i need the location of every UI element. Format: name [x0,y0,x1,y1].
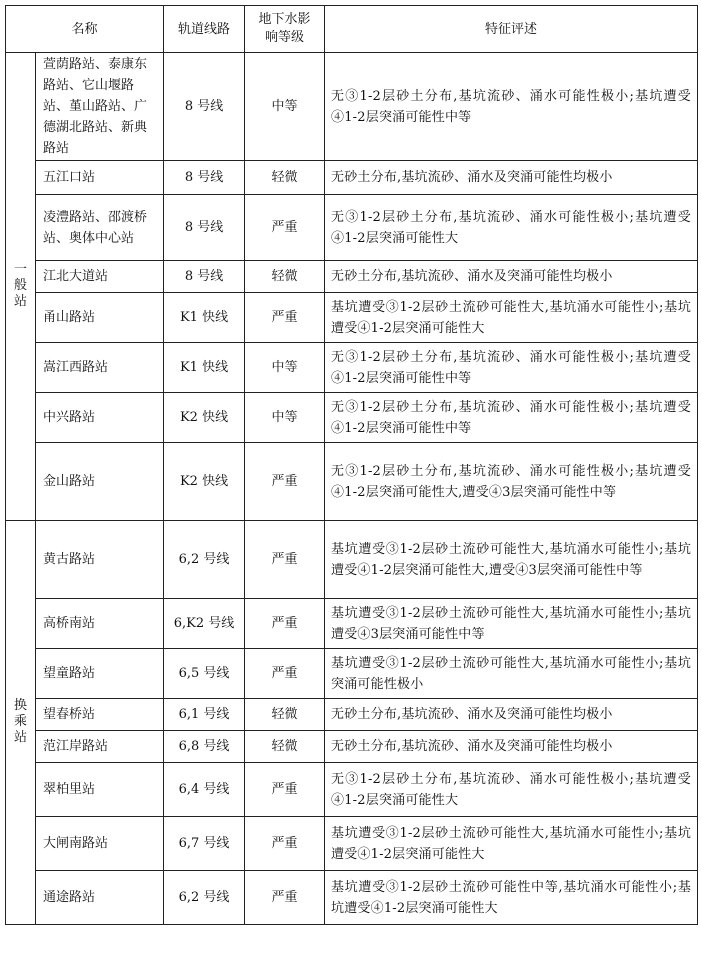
station-name: 大闸南路站 [36,817,164,871]
feature-cell: 无砂土分布,基坑流砂、涌水及突涌可能性均极小 [325,731,698,763]
group-general: 一般站 [6,53,36,521]
table-row [6,699,698,731]
feature-cell: 基坑遭受③1-2层砂土流砂可能性大,基坑涌水可能性小;基坑遭受④1-2层突涌可能性大 [325,817,698,871]
feature-cell: 无砂土分布,基坑流砂、涌水及突涌可能性均极小 [325,261,698,293]
station-name: 江北大道站 [36,261,164,293]
impact-cell: 轻微 [245,161,325,195]
station-name: 金山路站 [36,443,164,521]
header-feature: 特征评述 [325,6,698,53]
table-row [6,161,698,195]
impact-cell: 中等 [245,53,325,161]
table-row [6,443,698,521]
impact-cell: 中等 [245,393,325,443]
line-cell: 8 号线 [164,161,245,195]
line-cell: 6,5 号线 [164,649,245,699]
table-row [6,763,698,817]
line-cell: 6,1 号线 [164,699,245,731]
impact-cell: 中等 [245,343,325,393]
table-row [6,195,698,261]
table-row [6,293,698,343]
station-name: 范江岸路站 [36,731,164,763]
table-row [6,521,698,599]
table-row [6,731,698,763]
line-cell: K2 快线 [164,443,245,521]
line-cell: K2 快线 [164,393,245,443]
station-name: 望童路站 [36,649,164,699]
feature-cell: 无③1-2层砂土分布,基坑流砂、涌水可能性极小;基坑遭受④1-2层突涌可能性大 [325,763,698,817]
feature-cell: 无③1-2层砂土分布,基坑流砂、涌水可能性极小;基坑遭受④1-2层突涌可能性大,遭受④3层突涌可能性中等 [325,443,698,521]
impact-cell: 严重 [245,763,325,817]
header-impact: 地下水影响等级 [245,6,325,53]
feature-cell: 基坑遭受③1-2层砂土流砂可能性中等,基坑涌水可能性小;基坑遭受④1-2层突涌可能性大 [325,871,698,925]
station-name: 凌澧路站、邵渡桥站、奥体中心站 [36,195,164,261]
header-name: 名称 [6,6,164,53]
feature-cell: 基坑遭受③1-2层砂土流砂可能性大,基坑涌水可能性小;基坑突涌可能性极小 [325,649,698,699]
line-cell: 6,7 号线 [164,817,245,871]
feature-cell: 基坑遭受③1-2层砂土流砂可能性大,基坑涌水可能性小;基坑遭受④3层突涌可能性中等 [325,599,698,649]
feature-cell: 无③1-2层砂土分布,基坑流砂、涌水可能性极小;基坑遭受④1-2层突涌可能性中等 [325,343,698,393]
feature-cell: 无砂土分布,基坑流砂、涌水及突涌可能性均极小 [325,699,698,731]
feature-cell: 基坑遭受③1-2层砂土流砂可能性大,基坑涌水可能性小;基坑遭受④1-2层突涌可能性大 [325,293,698,343]
impact-cell: 严重 [245,293,325,343]
line-cell: 8 号线 [164,53,245,161]
impact-cell: 轻微 [245,699,325,731]
impact-cell: 轻微 [245,261,325,293]
header-row [6,6,698,53]
impact-cell: 严重 [245,599,325,649]
table-row [6,599,698,649]
line-cell: 6,2 号线 [164,521,245,599]
table-row [6,261,698,293]
station-name: 中兴路站 [36,393,164,443]
table-row [6,53,698,161]
station-groundwater-table [5,5,698,925]
station-name: 五江口站 [36,161,164,195]
line-cell: K1 快线 [164,293,245,343]
station-name: 望春桥站 [36,699,164,731]
header-line: 轨道线路 [164,6,245,53]
feature-cell: 无③1-2层砂土分布,基坑流砂、涌水可能性极小;基坑遭受④1-2层突涌可能性中等 [325,393,698,443]
station-name: 甬山路站 [36,293,164,343]
table-row [6,817,698,871]
station-name: 通途路站 [36,871,164,925]
line-cell: K1 快线 [164,343,245,393]
impact-cell: 严重 [245,195,325,261]
table-row [6,871,698,925]
impact-cell: 轻微 [245,731,325,763]
impact-cell: 严重 [245,521,325,599]
table-row [6,393,698,443]
line-cell: 8 号线 [164,195,245,261]
line-cell: 6,8 号线 [164,731,245,763]
station-name: 黄古路站 [36,521,164,599]
table-row [6,649,698,699]
line-cell: 8 号线 [164,261,245,293]
impact-cell: 严重 [245,817,325,871]
impact-cell: 严重 [245,649,325,699]
feature-cell: 无③1-2层砂土分布,基坑流砂、涌水可能性极小;基坑遭受④1-2层突涌可能性大 [325,195,698,261]
group-transfer: 换乘站 [6,521,36,925]
station-name: 嵩江西路站 [36,343,164,393]
line-cell: 6,K2 号线 [164,599,245,649]
station-name: 翠柏里站 [36,763,164,817]
impact-cell: 严重 [245,871,325,925]
line-cell: 6,2 号线 [164,871,245,925]
station-name: 高桥南站 [36,599,164,649]
table-row [6,343,698,393]
feature-cell: 无砂土分布,基坑流砂、涌水及突涌可能性均极小 [325,161,698,195]
line-cell: 6,4 号线 [164,763,245,817]
impact-cell: 严重 [245,443,325,521]
feature-cell: 无③1-2层砂土分布,基坑流砂、涌水可能性极小;基坑遭受④1-2层突涌可能性中等 [325,53,698,161]
feature-cell: 基坑遭受③1-2层砂土流砂可能性大,基坑涌水可能性小;基坑遭受④1-2层突涌可能性大,遭受④3层突涌可能性中等 [325,521,698,599]
station-name: 萱荫路站、泰康东路站、它山堰路站、堇山路站、广德湖北路站、新典路站 [36,53,164,161]
